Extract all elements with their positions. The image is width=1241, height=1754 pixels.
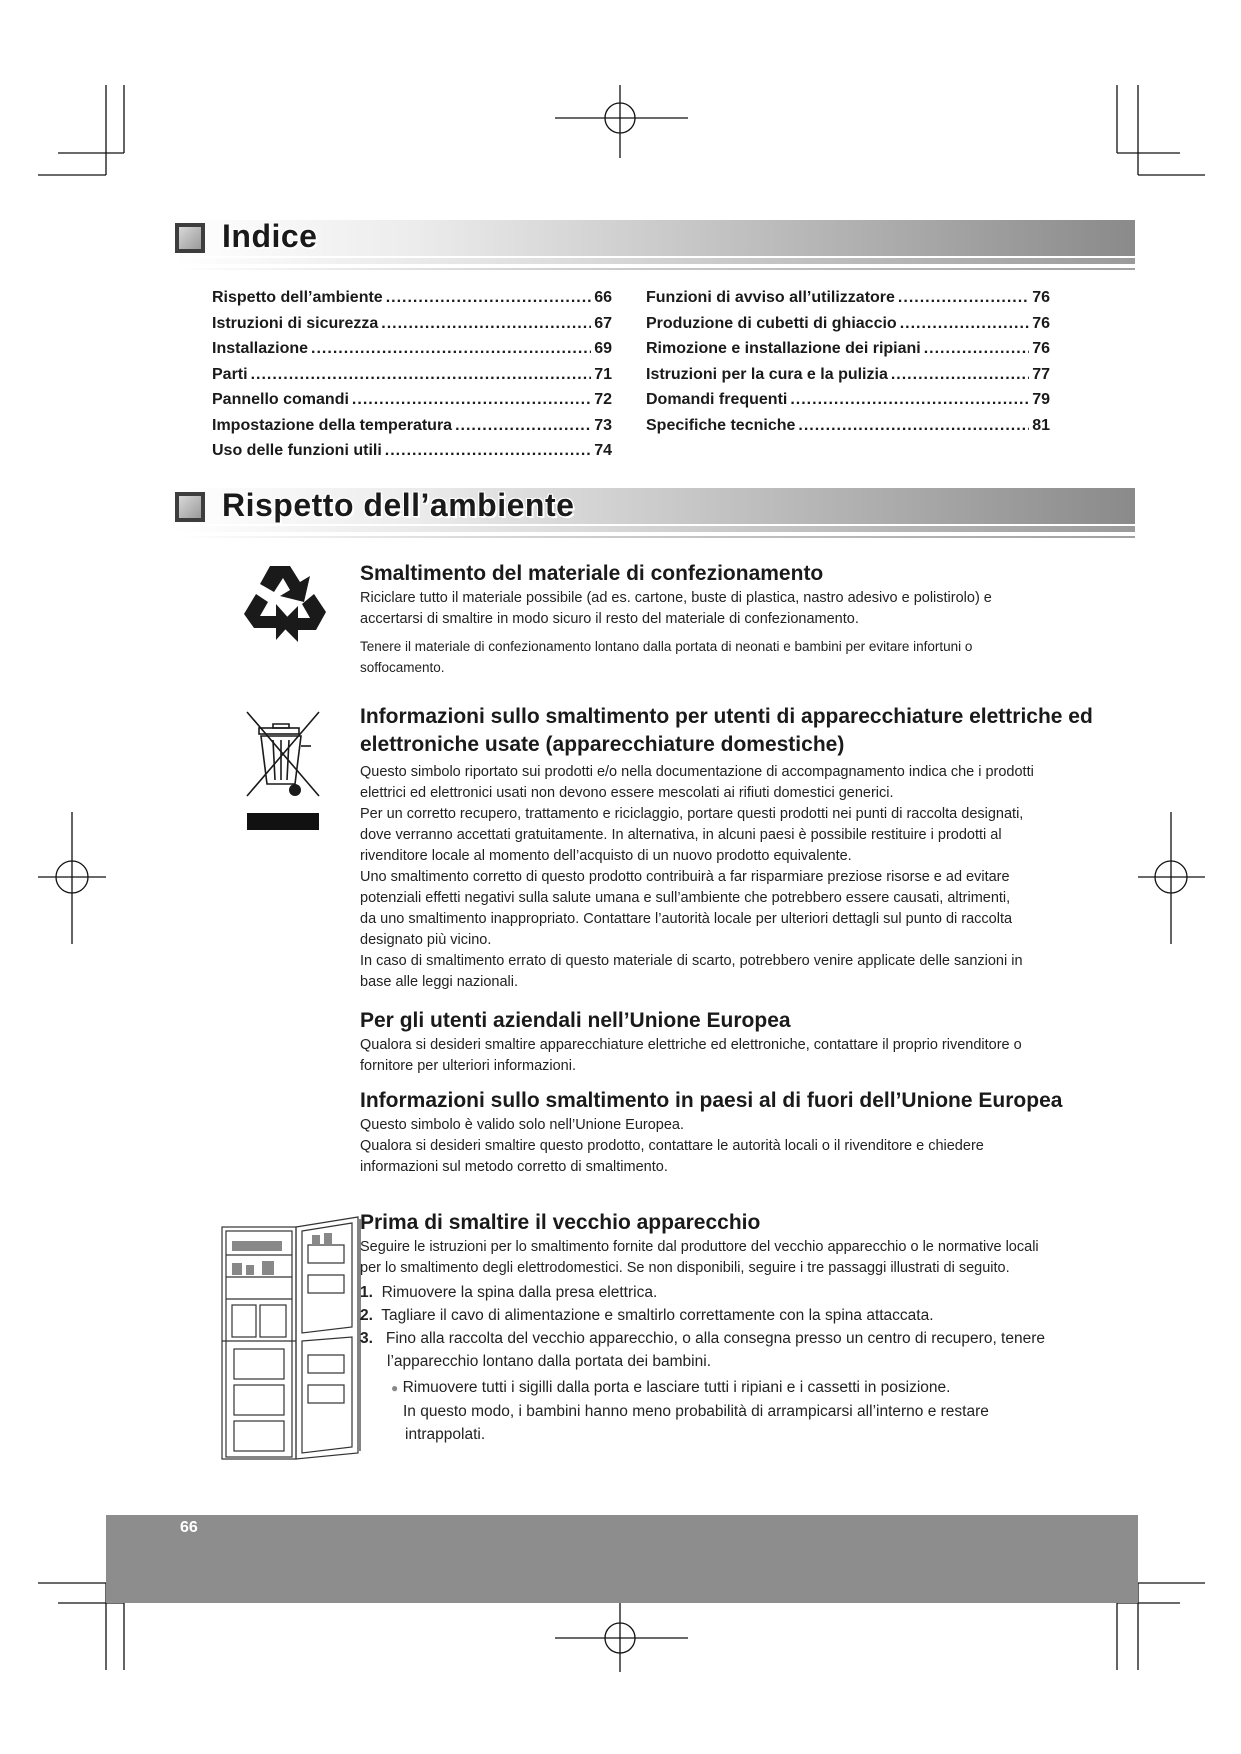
toc-entry[interactable]: Domandi frequenti ..... 79 (646, 387, 1050, 413)
toc-square-icon (175, 223, 205, 253)
page-number: 66 (180, 1519, 198, 1536)
open-fridge-illustration (218, 1215, 366, 1465)
environment-banner-rule-thin (175, 536, 1135, 538)
step-item: 2. Tagliare il cavo di alimentazione e smaltirlo correttamente con la spina attaccata. (360, 1307, 934, 1324)
old-appliance-heading: Prima di smaltire il vecchio apparecchio (360, 1211, 761, 1234)
toc-entry[interactable]: Impostazione della temperatura ..... 73 (212, 413, 612, 439)
toc-banner-rule-thin (175, 268, 1135, 270)
toc-entry[interactable]: Uso delle funzioni utili ..... 74 (212, 438, 612, 464)
old-appliance-steps (360, 1281, 1045, 1446)
packaging-heading: Smaltimento del materiale di confezionamento (360, 562, 824, 585)
toc-entry[interactable]: Pannello comandi ..... 72 (212, 387, 612, 413)
bullet-continuation: intrappolati. (405, 1426, 486, 1443)
toc-left-column (212, 285, 612, 464)
toc-entry[interactable]: Istruzioni di sicurezza ..... 67 (212, 311, 612, 337)
toc-entry[interactable]: Funzioni di avviso all’utilizzatore ..... 76 (646, 285, 1050, 311)
toc-entry[interactable]: Rispetto dell’ambiente ..... 66 (212, 285, 612, 311)
environment-title: Rispetto dell’ambiente (222, 487, 575, 523)
packaging-warning: Tenere il materiale di confezionamento lontano dalla portata di neonati e bambini per evitare infortuni o soffocamento. (360, 639, 973, 675)
footer-band (106, 1515, 1138, 1603)
environment-banner-rule (175, 526, 1135, 532)
step-item: 3. Fino alla raccolta del vecchio apparecchio, o alla consegna presso un centro di recupero, tenere (360, 1330, 1046, 1347)
outside-eu-heading: Informazioni sullo smaltimento in paesi al di fuori dell’Unione Europea (360, 1089, 1063, 1112)
recycle-icon (240, 560, 330, 644)
crossed-bin-icon (245, 710, 323, 832)
weee-heading: Informazioni sullo smaltimento per utenti di apparecchiature elettriche ed elettroniche usate (apparecchiature domestiche) (360, 705, 1093, 756)
step-item: 1. Rimuovere la spina dalla presa elettrica. (360, 1284, 658, 1301)
bullet-item: ● Rimuovere tutti i sigilli dalla porta e lasciare tutti i ripiani e i cassetti in posizione. (391, 1379, 951, 1396)
bullet-continuation: In questo modo, i bambini hanno meno probabilità di arrampicarsi all’interno e restare (403, 1403, 989, 1420)
outside-eu-text: Questo simbolo è valido solo nell’Unione Europea. Qualora si desideri smaltire questo prodotto, contattare le autorità locali o il rivenditore e chiedere informazioni sul metodo corretto di smaltimento. (360, 1117, 984, 1175)
toc-right-column (646, 285, 1050, 438)
toc-banner-rule (175, 258, 1135, 264)
toc-entry[interactable]: Rimozione e installazione dei ripiani ..... 76 (646, 336, 1050, 362)
old-appliance-text: Seguire le istruzioni per lo smaltimento fornite dal produttore del vecchio apparecchio o le normative locali per lo smaltimento degli elettrodomestici. Se non disponibili, seguire i tre passaggi illustrati di seguito. (360, 1239, 1039, 1276)
weee-text: Questo simbolo riportato sui prodotti e/o nella documentazione di accompagnamento indica che i prodotti elettrici ed elettronici usati non devono essere mescolati ai rifiuti domestici generici. Per un corretto recupero, trattamento e riciclaggio, portare questi prodotti nei punti di raccolta designati, dove verranno accettati gratuitamente. In alternativa, in alcuni paesi è possibile restituire i prodotti al rivenditore locale al momento dell’acquisto di un nuovo prodotto equivalente. Uno smaltimento corretto di questo prodotto contribuirà a far risparmiare preziose risorse e ad evitare potenziali effetti negativi sulla salute umana e sull’ambiente che potrebbero essere causati, altrimenti, da uno smaltimento inappropriato. Contattare l’autorità locale per ulteriori dettagli sul punto di raccolta designato più vicino. In caso di smaltimento errato di questo materiale di scarto, potrebbero venire applicate delle sanzioni in base alle leggi nazionali. (360, 764, 1034, 990)
toc-entry[interactable]: Produzione di cubetti di ghiaccio ..... 76 (646, 311, 1050, 337)
bullet-dot-icon: ● (391, 1381, 399, 1395)
business-text: Qualora si desideri smaltire apparecchiature elettriche ed elettroniche, contattare il proprio rivenditore o fornitore per ulteriori informazioni. (360, 1037, 1022, 1074)
environment-square-icon (175, 492, 205, 522)
packaging-text: Riciclare tutto il materiale possibile (ad es. cartone, buste di plastica, nastro adesivo e polistirolo) e accertarsi di smaltire in modo sicuro il resto del materiale di confezionamento. (360, 590, 992, 627)
toc-entry[interactable]: Installazione ..... 69 (212, 336, 612, 362)
toc-banner (175, 220, 1135, 256)
toc-title: Indice (222, 218, 318, 254)
toc-entry[interactable]: Istruzioni per la cura e la pulizia ..... 77 (646, 362, 1050, 388)
toc-entry[interactable]: Specifiche tecniche ..... 81 (646, 413, 1050, 439)
business-heading: Per gli utenti aziendali nell’Unione Europea (360, 1009, 791, 1032)
step-continuation: l’apparecchio lontano dalla portata dei bambini. (387, 1353, 711, 1370)
toc-entry[interactable]: Parti ..... 71 (212, 362, 612, 388)
